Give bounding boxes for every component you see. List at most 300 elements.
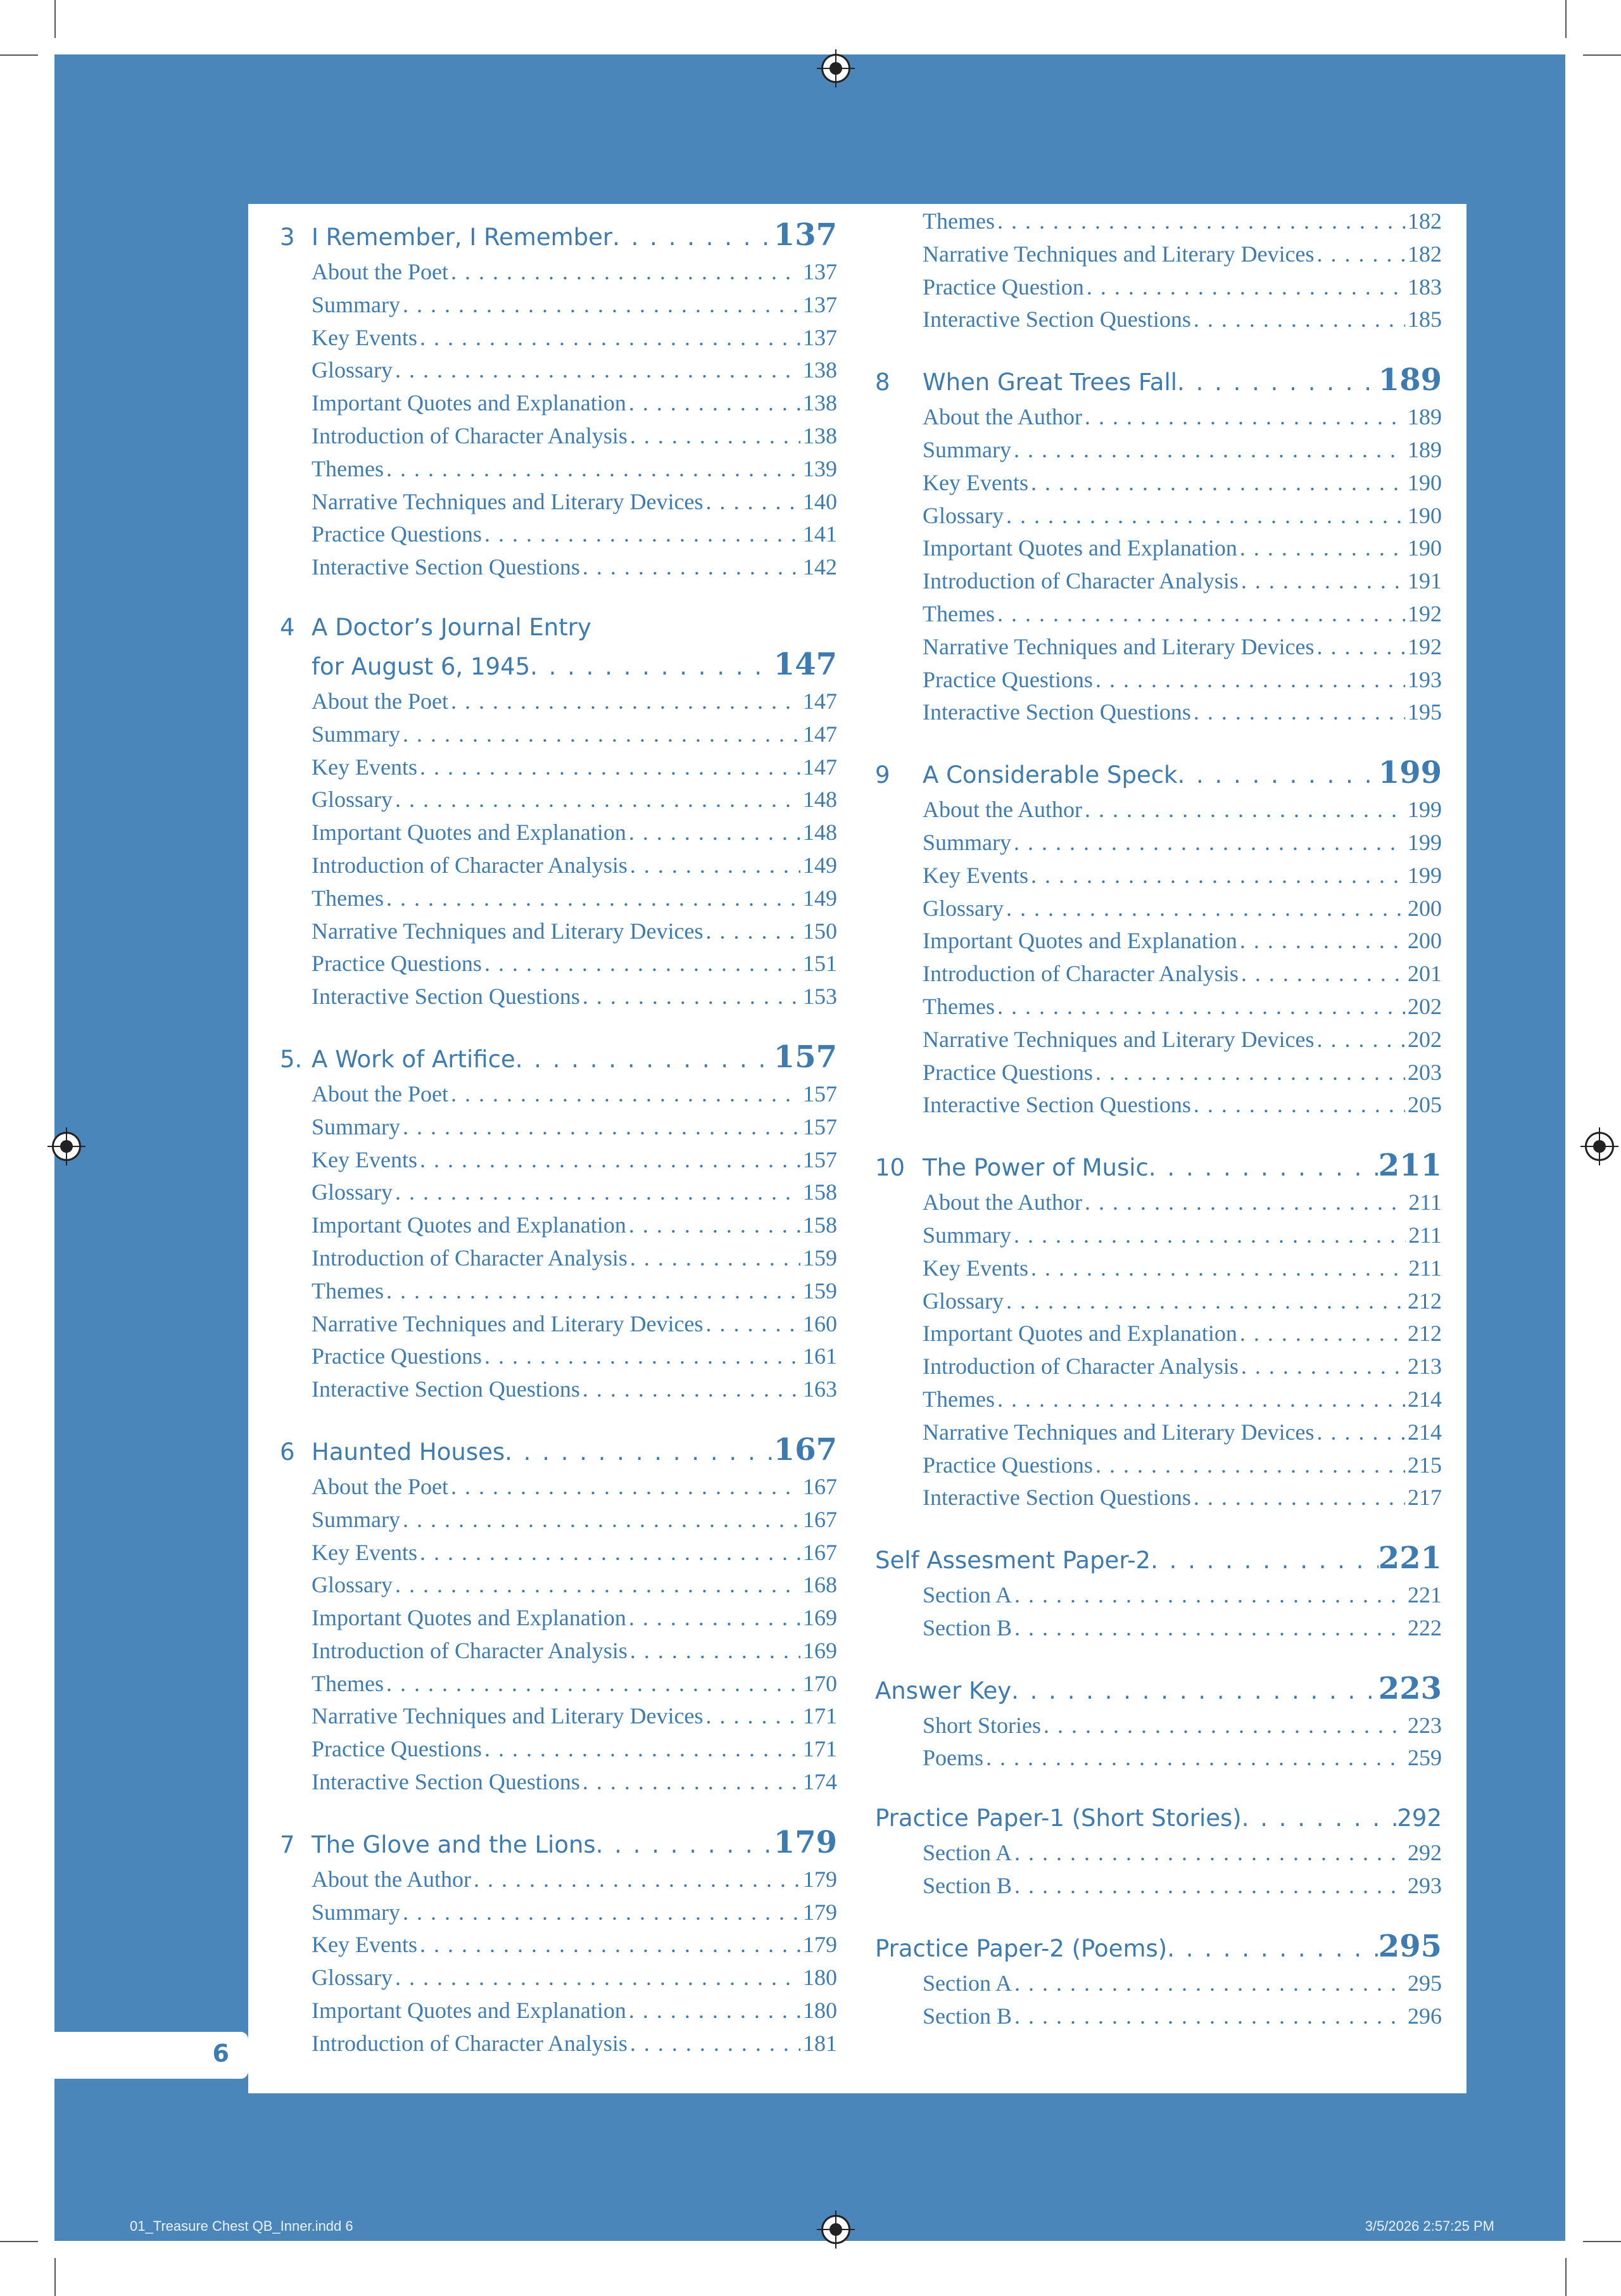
toc-entry-label: Section A: [923, 1840, 1012, 1866]
toc-entry-page: 137: [803, 259, 837, 284]
chapter-page: 221: [1378, 1540, 1442, 1576]
toc-entry[interactable]: [280, 1995, 837, 2027]
toc-entry-label: Practice Questions: [312, 1736, 482, 1762]
toc-entry[interactable]: [280, 1176, 837, 1209]
chapter-number: 7: [280, 1830, 295, 1858]
toc-entry-page: 160: [803, 1310, 837, 1336]
toc-entry-page: 137: [803, 324, 837, 350]
toc-entry[interactable]: [280, 1078, 837, 1111]
toc-entry[interactable]: [875, 925, 1442, 958]
toc-entry-page: 161: [803, 1343, 837, 1369]
dot-leader: [596, 1827, 774, 1863]
toc-entry-label: Summary: [312, 291, 400, 317]
spacer: [875, 1122, 1442, 1147]
dot-leader: [630, 849, 800, 882]
chapter-number: 4: [280, 613, 295, 641]
toc-entry[interactable]: [875, 1612, 1442, 1645]
toc-entry-page: 170: [803, 1670, 837, 1696]
dot-leader: [420, 1144, 800, 1177]
dot-leader: [1031, 467, 1405, 500]
toc-entry[interactable]: [875, 1481, 1442, 1514]
toc-entry-label: Glossary: [312, 1179, 393, 1205]
toc-entry-page: 139: [803, 455, 837, 481]
toc-entry-label: Interactive Section Questions: [923, 307, 1191, 333]
toc-entry[interactable]: [875, 1252, 1442, 1285]
toc-entry-label: Practice Questions: [312, 1343, 482, 1369]
toc-entry-label: Interactive Section Questions: [312, 1769, 580, 1795]
toc-entry-page: 149: [803, 852, 837, 878]
spacer: [280, 584, 837, 609]
toc-entry[interactable]: [280, 354, 837, 387]
dot-leader: [1006, 1285, 1405, 1318]
toc-entry[interactable]: [875, 1024, 1442, 1056]
chapter-title: for August 6, 1945: [312, 652, 531, 680]
dot-leader: [386, 1668, 800, 1701]
chapter-title: Practice Paper-1 (Short Stories): [875, 1804, 1242, 1832]
toc-entry-label: Narrative Techniques and Literary Devices: [923, 241, 1315, 267]
toc-entry-label: Important Quotes and Explanation: [923, 928, 1237, 954]
toc-entry[interactable]: [280, 453, 837, 486]
dot-leader: [1242, 1800, 1397, 1837]
toc-entry[interactable]: [875, 1383, 1442, 1416]
toc-entry[interactable]: [280, 1635, 837, 1668]
dot-leader: [1044, 1709, 1405, 1742]
toc-entry[interactable]: [875, 1056, 1442, 1089]
toc-entry[interactable]: [875, 696, 1442, 729]
toc-entry[interactable]: [875, 991, 1442, 1024]
toc-entry[interactable]: [280, 1209, 837, 1242]
dot-leader: [1006, 892, 1405, 925]
toc-entry-page: 190: [1408, 535, 1442, 561]
toc-entry-page: 179: [803, 1866, 837, 1892]
toc-entry[interactable]: [280, 518, 837, 551]
toc-entry-page: 137: [803, 291, 837, 317]
dot-leader: [386, 882, 800, 915]
toc-entry-page: 150: [803, 918, 837, 944]
dot-leader: [630, 1242, 800, 1275]
toc-entry-page: 185: [1408, 307, 1442, 333]
crop-mark: [0, 2241, 38, 2242]
toc-entry-label: Important Quotes and Explanation: [312, 820, 626, 846]
toc-entry[interactable]: [280, 551, 837, 584]
toc-entry[interactable]: [280, 849, 837, 882]
toc-entry-label: Summary: [312, 1899, 400, 1925]
toc-entry-label: About the Author: [923, 797, 1082, 823]
toc-entry-label: Section B: [923, 2003, 1012, 2029]
chapter-page: 223: [1378, 1670, 1442, 1706]
spacer: [875, 729, 1442, 754]
toc-entry[interactable]: [875, 1317, 1442, 1350]
dot-leader: [1085, 1186, 1406, 1219]
toc-entry[interactable]: [875, 892, 1442, 925]
toc-entry-label: Key Events: [923, 862, 1028, 888]
dot-leader: [451, 1078, 800, 1111]
chapter-number: 10: [875, 1154, 905, 1182]
toc-entry[interactable]: [280, 1144, 837, 1177]
toc-entry-page: 193: [1408, 666, 1442, 692]
toc-entry[interactable]: [875, 434, 1442, 467]
toc-entry[interactable]: [280, 751, 837, 784]
toc-entry[interactable]: [280, 685, 837, 718]
toc-entry-page: 180: [803, 1998, 837, 2024]
chapter-heading[interactable]: [280, 646, 837, 685]
toc-entry-label: About the Poet: [312, 1081, 448, 1107]
toc-chapter: [280, 609, 837, 1013]
toc-entry-page: 157: [803, 1081, 837, 1107]
toc-entry-page: 205: [1408, 1092, 1442, 1118]
toc-entry-page: 211: [1408, 1222, 1442, 1248]
toc-chapter: [875, 1147, 1442, 1514]
toc-entry[interactable]: [280, 420, 837, 453]
toc-entry[interactable]: [280, 1471, 837, 1504]
chapter-heading[interactable]: [875, 362, 1442, 401]
dot-leader: [1085, 794, 1405, 827]
toc-entry-label: Glossary: [312, 787, 393, 813]
toc-entry[interactable]: [875, 1967, 1442, 2000]
toc-entry-page: 169: [803, 1605, 837, 1631]
toc-entry-page: 215: [1408, 1452, 1442, 1478]
toc-entry-label: Glossary: [923, 1288, 1004, 1314]
toc-entry[interactable]: [280, 1308, 837, 1341]
toc-entry[interactable]: [280, 1504, 837, 1537]
toc-entry-label: Key Events: [312, 1539, 417, 1565]
spacer: [875, 1903, 1442, 1928]
dot-leader: [997, 991, 1405, 1024]
toc-chapter: [875, 362, 1442, 729]
dot-leader: [474, 1863, 800, 1896]
toc-entry-page: 199: [1408, 829, 1442, 855]
toc-chapter: [875, 754, 1442, 1122]
dot-leader: [1194, 696, 1405, 729]
dot-leader: [1014, 1870, 1405, 1903]
dot-leader: [1317, 238, 1405, 271]
toc-entry-label: Themes: [923, 1386, 995, 1412]
toc-entry-page: 221: [1408, 1582, 1442, 1608]
chapter-number: 9: [875, 761, 890, 789]
dot-leader: [484, 948, 800, 980]
toc-entry[interactable]: [875, 1870, 1442, 1903]
dot-leader: [706, 486, 800, 519]
crop-mark: [0, 54, 38, 56]
crop-mark: [54, 2258, 56, 2296]
toc-entry[interactable]: [875, 1579, 1442, 1612]
chapter-heading[interactable]: [875, 1147, 1442, 1186]
chapter-title: When Great Trees Fall: [923, 369, 1178, 396]
chapter-heading[interactable]: [280, 1431, 837, 1471]
dot-leader: [629, 1995, 800, 2027]
toc-entry-label: About the Poet: [312, 688, 448, 714]
spacer: [875, 336, 1442, 362]
dot-leader: [1167, 1931, 1378, 1967]
toc-entry[interactable]: [875, 1742, 1442, 1775]
toc-entry-page: 179: [803, 1899, 837, 1925]
toc-entry[interactable]: [280, 322, 837, 355]
toc-entry[interactable]: [280, 1340, 837, 1373]
toc-entry[interactable]: [875, 205, 1442, 238]
dot-leader: [583, 980, 800, 1013]
dot-leader: [1240, 532, 1405, 565]
toc-entry-page: 195: [1408, 699, 1442, 725]
dot-leader: [1149, 1150, 1378, 1186]
toc-entry-page: 295: [1408, 1970, 1442, 1996]
toc-chapter: [875, 1800, 1442, 1903]
dot-leader: [1177, 364, 1378, 401]
toc-entry-label: Important Quotes and Explanation: [312, 1605, 626, 1631]
chapter-number: 6: [280, 1438, 295, 1466]
toc-entry[interactable]: [280, 1111, 837, 1144]
dot-leader: [1317, 1024, 1405, 1056]
toc-entry-page: 192: [1408, 633, 1442, 659]
toc-entry[interactable]: [280, 1537, 837, 1570]
toc-entry[interactable]: [280, 783, 837, 816]
toc-entry[interactable]: [280, 1668, 837, 1701]
toc-entry[interactable]: [875, 794, 1442, 827]
chapter-title: I Remember, I Remember: [312, 224, 613, 251]
chapter-page: 167: [773, 1431, 837, 1468]
toc-entry-label: Section B: [923, 1873, 1012, 1899]
toc-entry-page: 212: [1408, 1321, 1442, 1347]
toc-entry-label: Narrative Techniques and Literary Devices: [312, 1703, 703, 1729]
toc-entry[interactable]: [875, 827, 1442, 859]
toc-entry-page: 140: [803, 488, 837, 514]
toc-entry-page: 211: [1408, 1189, 1442, 1215]
toc-entry-page: 167: [803, 1539, 837, 1565]
spacer: [875, 1514, 1442, 1540]
toc-entry[interactable]: [875, 631, 1442, 664]
toc-entry-page: 163: [803, 1376, 837, 1402]
crop-mark: [54, 0, 56, 38]
toc-entry-page: 222: [1408, 1614, 1442, 1640]
toc-entry[interactable]: [875, 532, 1442, 565]
toc-entry-page: 174: [803, 1769, 837, 1795]
toc-entry-label: Practice Questions: [312, 951, 482, 977]
toc-entry[interactable]: [875, 1219, 1442, 1252]
chapter-number: 8: [875, 369, 890, 396]
toc-entry-label: Short Stories: [923, 1712, 1042, 1738]
toc-entry-label: Introduction of Character Analysis: [312, 1245, 628, 1271]
dot-leader: [420, 751, 800, 784]
chapter-heading[interactable]: [875, 1800, 1442, 1837]
toc-entry-page: 149: [803, 885, 837, 911]
toc-entry-page: 190: [1408, 469, 1442, 495]
toc-entry-page: 182: [1408, 241, 1442, 267]
dot-leader: [1177, 757, 1378, 794]
toc-entry[interactable]: [280, 1275, 837, 1308]
page-number-tab: [54, 2032, 248, 2079]
dot-leader: [403, 1111, 800, 1144]
toc-entry[interactable]: [280, 1602, 837, 1635]
toc-entry-page: 167: [803, 1473, 837, 1499]
dot-leader: [1014, 1837, 1405, 1870]
spacer: [280, 1406, 837, 1431]
chapter-heading[interactable]: [875, 754, 1442, 794]
dot-leader: [583, 1766, 800, 1799]
toc-entry-label: Important Quotes and Explanation: [312, 390, 626, 416]
toc-entry[interactable]: [280, 915, 837, 948]
toc-entry-page: 214: [1408, 1386, 1442, 1412]
toc-entry-page: 159: [803, 1245, 837, 1271]
toc-entry[interactable]: [280, 1733, 837, 1766]
dot-leader: [484, 518, 800, 551]
toc-entry-page: 217: [1408, 1485, 1442, 1511]
toc-entry[interactable]: [280, 718, 837, 751]
toc-entry-label: Summary: [312, 1113, 400, 1139]
toc-entry[interactable]: [280, 1962, 837, 1995]
toc-entry[interactable]: [280, 1700, 837, 1733]
chapter-page: 157: [773, 1039, 837, 1075]
toc-entry[interactable]: [875, 958, 1442, 991]
toc-entry-label: Key Events: [923, 1255, 1028, 1281]
toc-entry-label: Practice Questions: [923, 666, 1093, 692]
toc-entry[interactable]: [875, 2000, 1442, 2033]
toc-entry-label: Summary: [923, 829, 1011, 855]
dot-leader: [706, 915, 800, 948]
toc-entry[interactable]: [280, 1569, 837, 1602]
toc-entry[interactable]: [280, 256, 837, 289]
dot-leader: [986, 1742, 1405, 1775]
toc-chapter: [875, 1540, 1442, 1645]
toc-entry-page: 200: [1408, 895, 1442, 921]
dot-leader: [629, 387, 800, 420]
dot-leader: [1014, 434, 1405, 467]
toc-entry[interactable]: [875, 467, 1442, 500]
print-slug-date: 3/5/2026 2:57:25 PM: [1365, 2218, 1494, 2234]
toc-entry[interactable]: [875, 565, 1442, 598]
toc-entry-label: Summary: [312, 721, 400, 747]
toc-entry[interactable]: [875, 1709, 1442, 1742]
chapter-number: 3: [280, 224, 295, 251]
toc-entry-label: Introduction of Character Analysis: [312, 422, 628, 448]
toc-entry[interactable]: [280, 882, 837, 915]
toc-entry[interactable]: [875, 500, 1442, 533]
toc-entry-page: 200: [1408, 928, 1442, 954]
toc-entry-label: Key Events: [312, 324, 417, 350]
toc-entry-label: Interactive Section Questions: [923, 1092, 1191, 1118]
chapter-heading[interactable]: [875, 1540, 1442, 1579]
dot-leader: [403, 718, 800, 751]
toc-entry[interactable]: [875, 1285, 1442, 1318]
toc-entry-page: 179: [803, 1932, 837, 1958]
toc-entry-label: Poems: [923, 1745, 984, 1771]
chapter-heading[interactable]: [280, 1039, 837, 1078]
toc-chapter: [875, 1670, 1442, 1775]
toc-entry-page: 181: [803, 2030, 837, 2056]
dot-leader: [1240, 1317, 1405, 1350]
crop-mark: [1565, 0, 1567, 38]
toc-entry[interactable]: [280, 1373, 837, 1406]
chapter-heading[interactable]: [875, 1928, 1442, 1967]
toc-entry-label: About the Poet: [312, 259, 448, 284]
toc-entry-page: 202: [1408, 1026, 1442, 1052]
toc-entry[interactable]: [280, 1863, 837, 1896]
toc-entry[interactable]: [875, 859, 1442, 892]
toc-entry[interactable]: [280, 387, 837, 420]
toc-entry[interactable]: [875, 1416, 1442, 1449]
spacer: [875, 1645, 1442, 1670]
toc-entry-label: Themes: [312, 1278, 384, 1303]
toc-entry[interactable]: [875, 1089, 1442, 1122]
toc-entry-page: 213: [1408, 1354, 1442, 1380]
dot-leader: [395, 1569, 800, 1602]
dot-leader: [484, 1733, 800, 1766]
chapter-title: Self Assesment Paper-2: [875, 1547, 1151, 1575]
toc-entry[interactable]: [280, 1929, 837, 1962]
toc-entry-label: About the Poet: [312, 1473, 448, 1499]
dot-leader: [395, 354, 800, 387]
toc-entry[interactable]: [280, 486, 837, 519]
chapter-heading[interactable]: [280, 1824, 837, 1863]
toc-entry-label: Glossary: [923, 895, 1004, 921]
dot-leader: [1317, 631, 1405, 664]
toc-entry-label: Glossary: [923, 502, 1004, 528]
chapter-heading[interactable]: [875, 1670, 1442, 1709]
toc-entry[interactable]: [875, 238, 1442, 271]
toc-entry-label: Glossary: [312, 357, 393, 383]
toc-entry[interactable]: [875, 1186, 1442, 1219]
toc-entry[interactable]: [875, 598, 1442, 631]
toc-entry-page: 214: [1408, 1419, 1442, 1445]
toc-entry[interactable]: [875, 664, 1442, 697]
toc-entry[interactable]: [875, 271, 1442, 304]
toc-entry-page: 153: [803, 984, 837, 1010]
dot-leader: [1014, 1612, 1405, 1645]
toc-entry-page: 171: [803, 1703, 837, 1729]
dot-leader: [1014, 1967, 1405, 2000]
dot-leader: [583, 1373, 800, 1406]
chapter-page: 211: [1378, 1148, 1442, 1184]
dot-leader: [706, 1700, 800, 1733]
toc-entry[interactable]: [280, 2027, 837, 2060]
toc-entry-page: 167: [803, 1506, 837, 1532]
dot-leader: [484, 1340, 800, 1373]
toc-entry-label: Glossary: [312, 1572, 393, 1598]
toc-entry[interactable]: [875, 1449, 1442, 1482]
chapter-heading[interactable]: [280, 217, 837, 256]
toc-entry[interactable]: [280, 1896, 837, 1929]
toc-entry[interactable]: [875, 303, 1442, 336]
toc-entry[interactable]: [280, 948, 837, 980]
toc-chapter: [280, 217, 837, 584]
toc-entry-page: 192: [1408, 600, 1442, 626]
toc-entry[interactable]: [875, 1350, 1442, 1383]
dot-leader: [403, 289, 800, 322]
chapter-page: 147: [773, 646, 837, 682]
toc-entry-label: Section A: [923, 1970, 1012, 1996]
toc-entry-page: 190: [1408, 502, 1442, 528]
chapter-title-line: [280, 609, 837, 646]
toc-entry-label: About the Author: [312, 1866, 471, 1892]
toc-entry[interactable]: [875, 1837, 1442, 1870]
toc-entry-page: 201: [1408, 961, 1442, 987]
toc-entry-label: Practice Questions: [923, 1452, 1093, 1478]
toc-entry-page: 169: [803, 1637, 837, 1663]
dot-leader: [1031, 859, 1405, 892]
toc-entry-label: Themes: [923, 208, 995, 234]
toc-entry[interactable]: [280, 1242, 837, 1275]
toc-entry-page: 142: [803, 554, 837, 580]
chapter-title: The Power of Music: [923, 1154, 1149, 1182]
toc-entry[interactable]: [280, 289, 837, 322]
toc-entry[interactable]: [280, 980, 837, 1013]
toc-entry[interactable]: [280, 816, 837, 849]
toc-entry-page: 157: [803, 1113, 837, 1139]
toc-entry[interactable]: [280, 1766, 837, 1799]
toc-entry[interactable]: [875, 401, 1442, 434]
table-of-contents-panel: [248, 204, 1466, 2093]
chapter-title: The Glove and the Lions: [312, 1830, 596, 1858]
toc-entry-page: 171: [803, 1736, 837, 1762]
toc-entry-page: 191: [1408, 568, 1442, 594]
